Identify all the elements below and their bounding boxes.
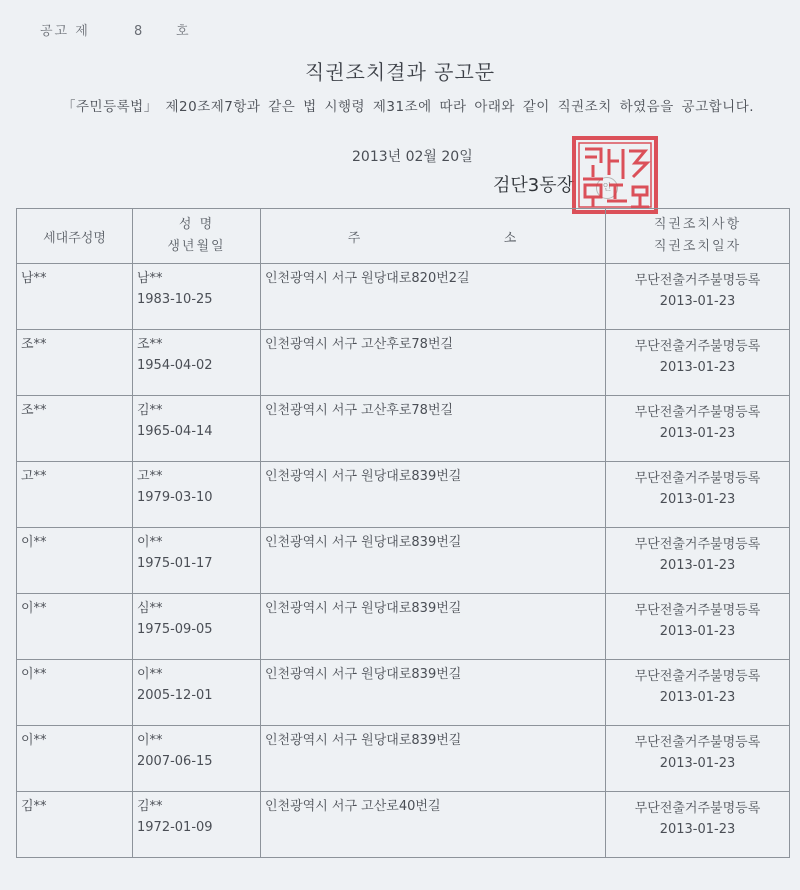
- cell-householder: [17, 660, 133, 726]
- header-name: 성 명: [178, 217, 215, 232]
- header-action-date: 직권조치일자: [653, 239, 742, 254]
- header-birth: 생년월일: [167, 239, 226, 254]
- person-name: 이**: [137, 535, 163, 550]
- table-row: [17, 726, 790, 792]
- action-type: 무단전출거주불명등록: [634, 339, 761, 354]
- table-row: [17, 330, 790, 396]
- cell-action: [606, 792, 790, 858]
- table-row: [17, 792, 790, 858]
- cell-action: [606, 594, 790, 660]
- cell-name-birth: [133, 726, 261, 792]
- cell-name-birth: [133, 396, 261, 462]
- cell-address: [261, 528, 606, 594]
- table-row: [17, 528, 790, 594]
- person-name: 조**: [137, 337, 163, 352]
- sign-mark: 인: [596, 177, 618, 199]
- address-text: 인천광역시 서구 고산후로78번길: [265, 403, 454, 418]
- address-text: 인천광역시 서구 고산후로78번길: [265, 337, 454, 352]
- header-address-a: 주: [347, 230, 363, 246]
- action-type: 무단전출거주불명등록: [634, 537, 761, 552]
- address-text: 인천광역시 서구 원당대로839번길: [265, 601, 462, 616]
- cell-householder: [17, 396, 133, 462]
- notice-number-suffix: 호: [176, 24, 191, 39]
- cell-name-birth: [133, 660, 261, 726]
- action-date: 2013-01-23: [659, 558, 736, 573]
- header-householder: 세대주성명: [17, 209, 133, 264]
- cell-action: [606, 396, 790, 462]
- document-title: 직권조치결과 공고문: [304, 60, 496, 84]
- cell-householder: [17, 792, 133, 858]
- address-text: 인천광역시 서구 원당대로820번2길: [265, 271, 470, 286]
- action-date: 2013-01-23: [659, 294, 736, 309]
- birth-date: 1979-03-10: [137, 490, 213, 505]
- notice-number-value: 8: [134, 24, 145, 39]
- cell-householder: [17, 462, 133, 528]
- address-text: 인천광역시 서구 고산로40번길: [265, 799, 441, 814]
- action-date: 2013-01-23: [659, 756, 736, 771]
- cell-address: [261, 330, 606, 396]
- householder-name: 고**: [21, 469, 47, 484]
- householder-name: 김**: [21, 799, 47, 814]
- cell-name-birth: [133, 264, 261, 330]
- birth-date: 1954-04-02: [137, 358, 213, 373]
- seal-glyphs: [583, 149, 649, 207]
- person-name: 심**: [137, 601, 163, 616]
- action-type: 무단전출거주불명등록: [634, 273, 761, 288]
- person-name: 남**: [137, 271, 163, 286]
- householder-name: 이**: [21, 733, 47, 748]
- cell-name-birth: [133, 330, 261, 396]
- action-date: 2013-01-23: [659, 822, 736, 837]
- address-text: 인천광역시 서구 원당대로839번길: [265, 667, 462, 682]
- header-action: [606, 209, 790, 264]
- cell-name-birth: [133, 594, 261, 660]
- person-name: 이**: [137, 667, 163, 682]
- address-text: 인천광역시 서구 원당대로839번길: [265, 469, 462, 484]
- notice-number: [40, 20, 191, 39]
- official-seal-stamp: [571, 135, 659, 215]
- cell-action: [606, 726, 790, 792]
- table-row: [17, 462, 790, 528]
- cell-name-birth: [133, 792, 261, 858]
- cell-householder: [17, 330, 133, 396]
- action-type: 무단전출거주불명등록: [634, 603, 761, 618]
- header-address: [261, 209, 606, 264]
- cell-action: [606, 528, 790, 594]
- action-type: 무단전출거주불명등록: [634, 735, 761, 750]
- householder-name: 조**: [21, 337, 47, 352]
- table-row: [17, 264, 790, 330]
- signer-name: 검단3동장: [493, 175, 575, 196]
- cell-address: [261, 264, 606, 330]
- cell-householder: [17, 528, 133, 594]
- person-name: 이**: [137, 733, 163, 748]
- householder-name: 조**: [21, 403, 47, 418]
- address-text: 인천광역시 서구 원당대로839번길: [265, 535, 462, 550]
- cell-address: [261, 396, 606, 462]
- cell-name-birth: [133, 528, 261, 594]
- cell-address: [261, 462, 606, 528]
- table-row: [17, 594, 790, 660]
- notice-date: 2013년 02월 20일: [352, 149, 473, 165]
- birth-date: 1972-01-09: [137, 820, 213, 835]
- header-action-type: 직권조치사항: [653, 217, 742, 232]
- cell-address: [261, 792, 606, 858]
- header-address-b: 소: [503, 230, 519, 246]
- person-name: 김**: [137, 403, 163, 418]
- action-date: 2013-01-23: [659, 492, 736, 507]
- action-type: 무단전출거주불명등록: [634, 801, 761, 816]
- action-type: 무단전출거주불명등록: [634, 669, 761, 684]
- records-table: [16, 208, 790, 858]
- birth-date: 1975-01-17: [137, 556, 213, 571]
- action-date: 2013-01-23: [659, 690, 736, 705]
- cell-householder: [17, 726, 133, 792]
- cell-address: [261, 660, 606, 726]
- householder-name: 이**: [21, 601, 47, 616]
- address-text: 인천광역시 서구 원당대로839번길: [265, 733, 462, 748]
- table-header-row: [17, 209, 790, 264]
- cell-address: [261, 726, 606, 792]
- birth-date: 1975-09-05: [137, 622, 213, 637]
- cell-address: [261, 594, 606, 660]
- action-type: 무단전출거주불명등록: [634, 405, 761, 420]
- notice-number-prefix: 공고 제: [40, 24, 90, 39]
- householder-name: 이**: [21, 667, 47, 682]
- cell-action: [606, 660, 790, 726]
- birth-date: 1983-10-25: [137, 292, 213, 307]
- birth-date: 1965-04-14: [137, 424, 213, 439]
- householder-name: 이**: [21, 535, 47, 550]
- header-name-birth: [133, 209, 261, 264]
- action-date: 2013-01-23: [659, 426, 736, 441]
- action-date: 2013-01-23: [659, 360, 736, 375]
- householder-name: 남**: [21, 271, 47, 286]
- person-name: 고**: [137, 469, 163, 484]
- cell-action: [606, 330, 790, 396]
- cell-name-birth: [133, 462, 261, 528]
- notice-body-text: 「주민등록법」 제20조제7항과 같은 법 시행령 제31조에 따라 아래와 같이 직권조치 하였음을 공고합니다.: [62, 99, 755, 115]
- cell-householder: [17, 594, 133, 660]
- action-date: 2013-01-23: [659, 624, 736, 639]
- birth-date: 2007-06-15: [137, 754, 213, 769]
- cell-action: [606, 462, 790, 528]
- person-name: 김**: [137, 799, 163, 814]
- action-type: 무단전출거주불명등록: [634, 471, 761, 486]
- birth-date: 2005-12-01: [137, 688, 213, 703]
- cell-action: [606, 264, 790, 330]
- table-row: [17, 396, 790, 462]
- table-row: [17, 660, 790, 726]
- cell-householder: [17, 264, 133, 330]
